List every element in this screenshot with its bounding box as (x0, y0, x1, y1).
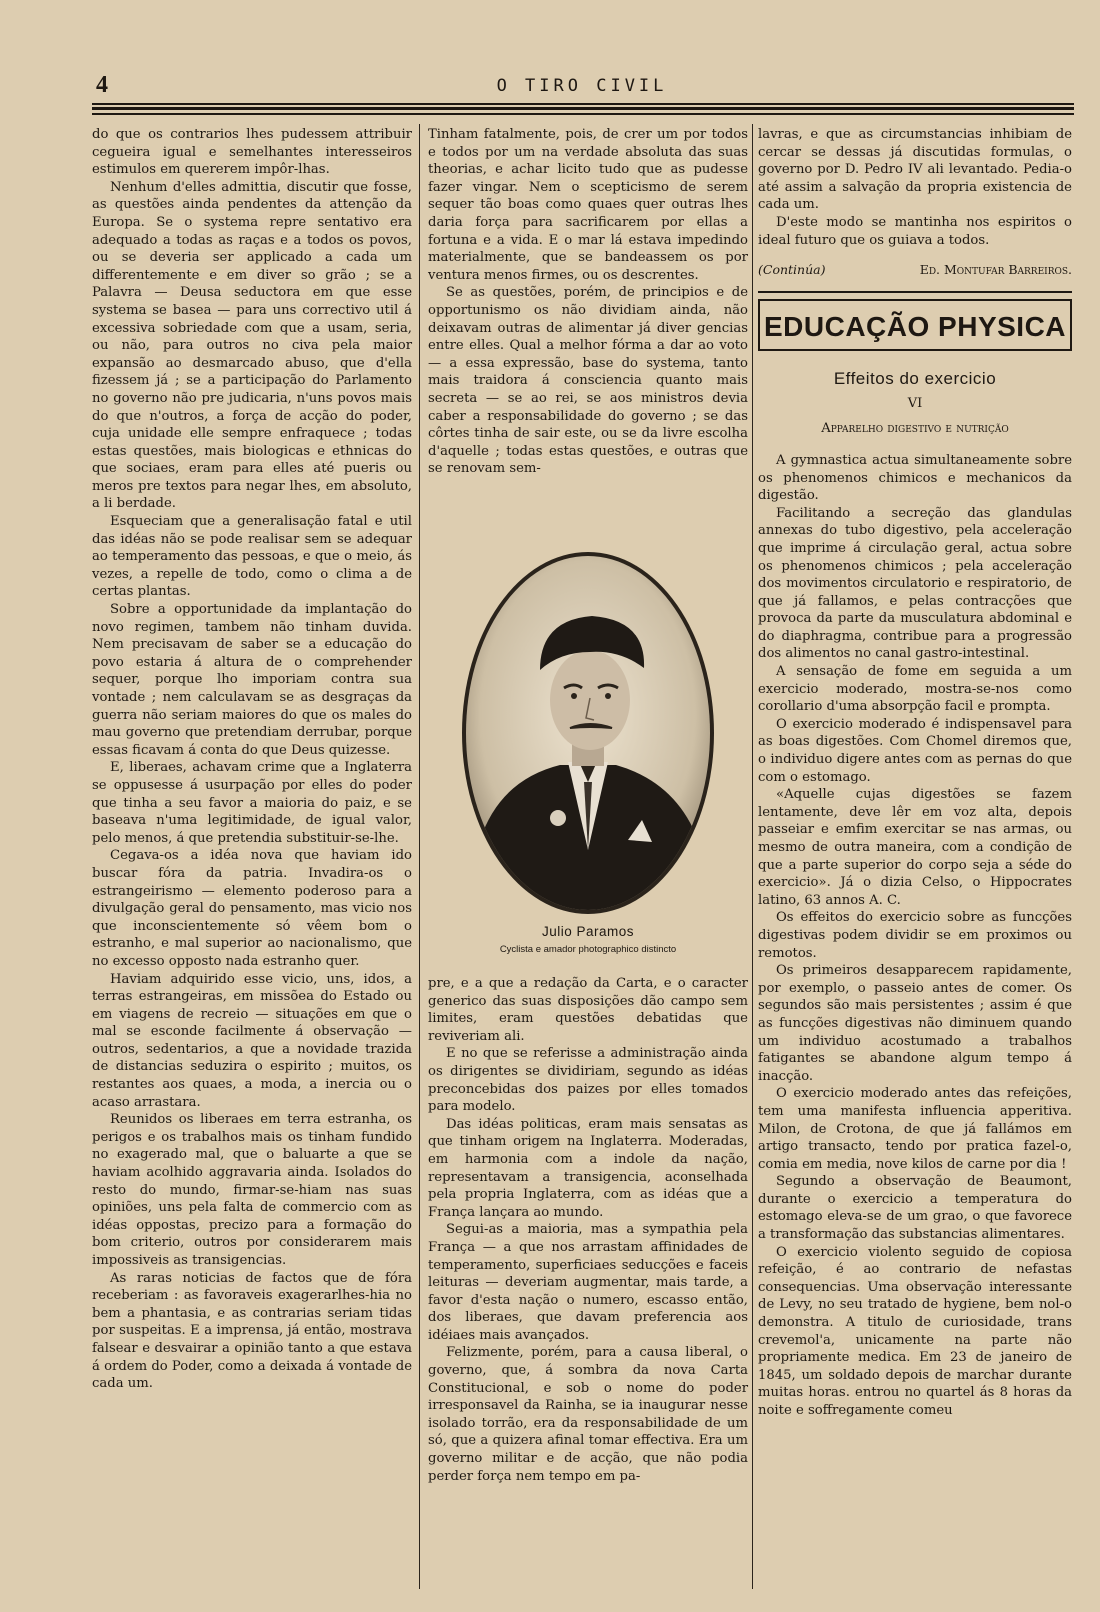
part-number: VI (907, 395, 923, 411)
paragraph: Sobre a opportunidade da implantação do novo regimen, tambem não tinham duvida. Nem precisavam de saber se a educação do povo estaria á altura de o comprehender sequer, porque lho imporiam contra sua vontade ; nem calculavam se as desgraças da guerra não seriam maiores do que os males do mau governo que pretendiam derrubar, porque essas ficavam á conta do que Deus quizesse. (92, 602, 412, 758)
section-heading-box (758, 299, 1072, 351)
header-rule (92, 113, 1074, 115)
paragraph: do que os contrarios lhes pudessem attribuir cegueira igual e semelhantes interesseiros estimulos em quererem impôr-lhas. (92, 127, 412, 178)
page-number: 4 (96, 72, 108, 98)
column-divider (419, 124, 420, 1589)
paragraph: Se as questões, porém, de principios e de opportunismo os não dividiam ainda, não deixavam outras de alimentar já diver gencias entre elles. Qual a melhor fórma a dar ao voto — a essa expressão, base do systema, tanto mais traidora á consciencia quanto mais secreta — se ao rei, se aos ministros devia caber a responsabilidade do governo ; se das côrtes tinha de sair este, ou se da livre escolha d'aquelle ; todas estas questões, e outras que se renovam sem- (428, 285, 748, 477)
paragraph: Os effeitos do exercicio sobre as funcções digestivas podem dividir se em proximos ou remotos. (758, 910, 1072, 961)
column-3 (758, 126, 1072, 1420)
paragraph: pre, e a que a redação da Carta, e o caracter generico das suas disposições dão campo sem limites, eram questões debatidas que reviveriam ali. (428, 976, 748, 1044)
masthead: O TIRO CIVIL (496, 76, 668, 96)
paragraph: E no que se referisse a administração ainda os dirigentes se dividiriam, segundo as idéas preconcebidas dos paizes por elles tomados para modelo. (428, 1046, 748, 1115)
paragraph: Esqueciam que a generalisação fatal e util das idéas não se pode realisar sem se adequar ao temperamento das pessoas, e que o meio, ás vezes, a repelle de todo, como o clima a de certas plantas. (92, 514, 412, 600)
paragraph: Cegava-os a idéa nova que haviam ido buscar fóra da patria. Invadira-os o estrangeirismo — elemento poderoso para a divulgação geral do pensamento, mas vicio nos que inconscientemente só vêem bom o estranho, e mal superior ao nacionalismo, que no excesso opposto nada estranho quer. (92, 848, 412, 969)
header-rule (92, 103, 1074, 105)
column-1 (92, 126, 412, 1393)
column-divider (752, 124, 753, 1589)
paragraph: D'este modo se mantinha nos espiritos o ideal futuro que os guiava a todos. (758, 214, 1072, 248)
article-subtitle: Effeitos do exercicio (833, 368, 997, 388)
paragraph: Facilitando a secreção das glandulas annexas do tubo digestivo, pela acceleração que imprime á circulação geral, actua sobre os phenomenos chimicos ; pela acceleração dos movimentos circulatorio e respiratorio, de que já fallamos, e pelas contracções que provoca da parte da musculatura abdominal e do diaphragma, contribue para a progressão dos alimentos no canal gastro-intestinal. (758, 505, 1072, 662)
portrait-caption-name: Julio Paramos (541, 924, 635, 939)
paragraph: A gymnastica actua simultaneamente sobre os phenomenos chimicos e mechanicos da digestão. (758, 452, 1072, 504)
portrait-figure (428, 520, 748, 960)
column-2-top (428, 126, 748, 478)
section-title: EDUCAÇÃO PHYSICA (763, 310, 1067, 342)
continua-note: (Continúa) (758, 262, 826, 278)
paragraph: A sensação de fome em seguida a um exercicio moderado, mostra-se-nos como corollario d'uma absorpção facil e prompta. (758, 664, 1072, 715)
paragraph: Haviam adquirido esse vicio, uns, idos, a terras estrangeiras, em missõea do Estado ou em viagens de recreio — situações em que o mal se esconde facilmente á observação — outros, sedentarios, a que a novidade trazida de distancias seduzira o espirito ; muitos, os restantes aos quaes, a moda, a inercia ou o acaso arrastara. (92, 971, 412, 1110)
header-rule (92, 107, 1074, 110)
paragraph: Tinham fatalmente, pois, de crer um por todos e todos por um na verdade absoluta das suas theorias, e achar licito tudo que as pudesse fazer vingar. Nem o scepticismo de serem sequer tão boas como quaes quer outras lhes daria força para sacrificarem por ellas a fortuna e a vida. E o mar lá estava impedindo materialmente, que se bandeassem os por ventura menos firmes, ou os descrentes. (428, 127, 748, 283)
paragraph: Nenhum d'elles admittia, discutir que fosse, as questões ainda pendentes da attenção da Europa. Se o systema repre sentativo era adequado a todas as raças e a todos os povos, ou se deveria ser applicado a cada um differentemente e em diver so grão ; se a Palavra — Deusa seductora em que esse systema se basea — para uns correctivo util á excessiva sobriedade com que a usam, seria, ou não, para outros no civa pela maior expansão ao desmarcado abuso, que d'ella fizessem já ; se a participação do Parlamento no governo não pre judicaria, n'uns povos mais do que n'outros, a força de acção do poder, cuja unidade elle sempre enfraquece ; todas estas questões, mais biologicas e ethnicas do que sociaes, eram para elles até pueris ou meros pre textos para negar lhes, em absoluto, a li berdade. (92, 179, 412, 512)
paragraph: Os primeiros desapparecem rapidamente, por exemplo, o passeio antes de comer. Os segundos são mais persistentes ; assim é que as funcções digestivas não diminuem quando um individuo acostumado a trabalhos fatigantes se abandone algum tempo á inacção. (758, 963, 1072, 1084)
paragraph: Felizmente, porém, para a causa liberal, o governo, que, á sombra da nova Carta Constitucional, e sob o nome do poder irresponsavel da Rainha, se ia inaugurar nesse isolado torrão, era da responsabilidade de um só, que a quizera afinal tomar effectiva. Era um governo militar e de acção, que não podia perder força nem tempo em pa- (428, 1345, 748, 1484)
paragraph: As raras noticias de factos que de fóra receberiam : as favoraveis exagerarlhes-hia no bem a phantasia, e as contrarias seriam tidas por suspeitas. E a imprensa, já então, mostrava falsear e desvairar a opinião tanto a que estava á ordem do Poder, como a deixada á vontade de cada um. (92, 1270, 412, 1392)
paragraph: Segui-as a maioria, mas a sympathia pela França — a que nos arrastam affinidades de temperamento, superficiaes seducções e faceis leituras — deveriam augmentar, mais tarde, a favor d'esta nação o numero, escasso então, dos liberaes, que davam preferencia aos idéiaes mais avançados. (428, 1222, 748, 1343)
paragraph: O exercicio moderado é indispensavel para as boas digestões. Com Chomel diremos que, o individuo digere antes com as pernas do que com o estomago. (758, 716, 1072, 785)
paragraph: Reunidos os liberaes em terra estranha, os perigos e os trabalhos mais os tinham fundido no exagerado mal, que o baluarte a que se haviam acolhido aggravaria ainda. Isolados do resto do mundo, firmar-se-hiam nas suas opiniões, uns pela falta de commercio com as idéas oppostas, precizo para a formação do bom criterio, outros por considerarem mais impossiveis as transigencias. (92, 1112, 412, 1268)
page-header (92, 74, 1072, 96)
paragraph: O exercicio violento seguido de copiosa refeição, é ao contrario de nefastas consequencias. Uma observação interessante de Levy, no seu tratado de hygiene, bem nol-o demonstra. A titulo de curiosidade, trans crevemol'a, unicamente na parte não propriamente medica. Em 23 de janeiro de 1845, um soldado depois de marchar durante muitas horas. entrou no quartel ás 8 horas da noite e soffregamente comeu (758, 1244, 1072, 1418)
paragraph: Das idéas politicas, eram mais sensatas as que tinham origem na Inglaterra. Moderadas, em harmonia com a indole da nação, representavam a transigencia, aconselhada pela propria Inglaterra, com as idéas que a França lançara ao mundo. (428, 1116, 748, 1220)
paragraph: «Aquelle cujas digestões se fazem lentamente, deve lêr em voz alta, depois passeiar e emfim exercitar se nas armas, ou mesmo de outra maneira, com a condição de que a parte superior do corpo seja a séde do exercicio». Já o dizia Celso, o Hippocrates latino, 63 annos A. C. (758, 787, 1072, 908)
portrait-photo (460, 550, 716, 916)
portrait-caption-description: Cyclista e amador photographico distincto (499, 944, 677, 955)
author-name: Ed. Montufar Barreiros. (919, 262, 1072, 278)
section-divider (758, 291, 1072, 293)
paragraph: O exercicio moderado antes das refeições, tem uma manifesta influencia apperitiva. Milon, de Crotona, de que já fallámos em artigo transacto, tendo por pratica fazel-o, comia em media, nove kilos de carne por dia ! (758, 1086, 1072, 1172)
article-signature (758, 261, 1072, 279)
article-subheading: Apparelho digestivo e nutrição (821, 421, 1009, 437)
paragraph: E, liberaes, achavam crime que a Inglaterra se oppusesse á usurpação por elles do poder que tinha a seu favor a maioria do paiz, e se baseava n'uma legitimidade, de igual valor, pelo menos, á que pretendia substituir-se-lhe. (92, 760, 412, 846)
column-2-bottom (428, 975, 748, 1485)
paragraph: lavras, e que as circumstancias inhibiam de cercar se dessas já discutidas formulas, o governo por D. Pedro IV ali levantado. Pedia-o até assim a salvação da propria existencia de cada um. (758, 127, 1072, 213)
paragraph: Segundo a observação de Beaumont, durante o exercicio a temperatura do estomago eleva-se de um grao, o que favorece a transformação das substancias alimentares. (758, 1174, 1072, 1243)
